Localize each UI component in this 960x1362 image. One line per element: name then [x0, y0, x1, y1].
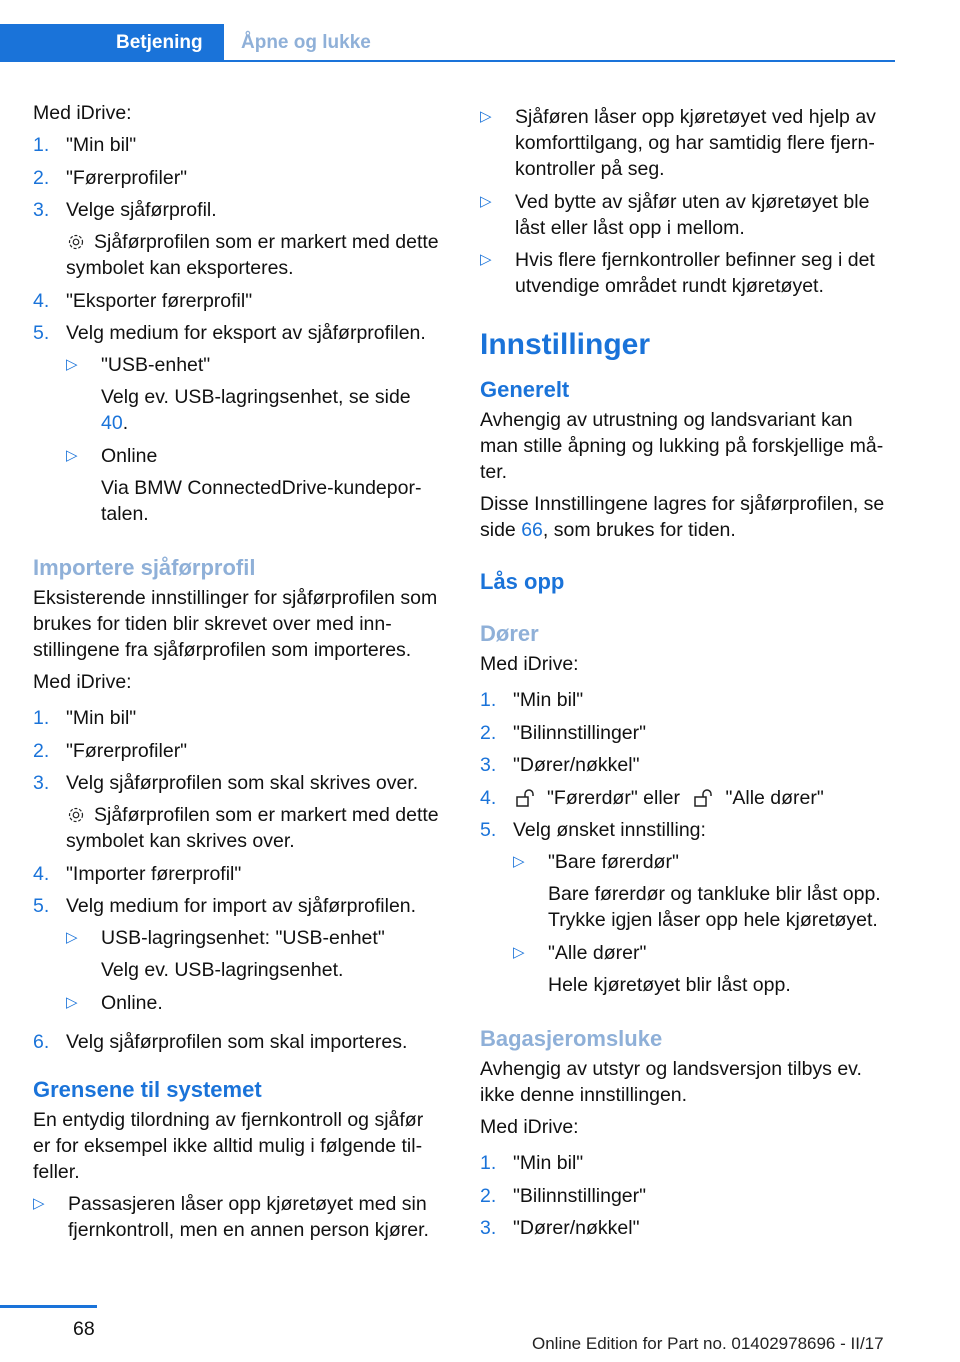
intro-text: Med iDrive:	[480, 1116, 579, 1138]
list-item: 1. "Min bil"	[33, 707, 137, 729]
triangle-icon: ▷	[66, 446, 78, 464]
general-heading: Generelt	[480, 377, 570, 402]
step-note: Sjåførprofilen som er markert med dette symbolet kan skrives over.	[66, 804, 439, 852]
unlock-heading: Lås opp	[480, 569, 565, 594]
page-link[interactable]: 66	[521, 519, 543, 541]
trunk-heading: Bagasjeromsluke	[480, 1026, 663, 1051]
intro-text: Med iDrive:	[33, 671, 132, 693]
list-item: 2. "Førerprofiler"	[33, 166, 188, 189]
tab-apne-og-lukke[interactable]: Åpne og lukke	[241, 32, 371, 53]
triangle-icon: ▷	[513, 943, 525, 961]
triangle-icon: ▷	[513, 853, 525, 870]
list-item: 5. Velg medium for eksport av sjåførprofilen. ▷ "USB-enhet" Velg ev. USB-lagringsenhet, se side 40. ▷ Online Via BMW ConnectedDrive-kundepor‐talen.	[33, 320, 443, 533]
intro-text: Med iDrive:	[33, 102, 132, 124]
list-item: 3. "Dører/nøkkel"	[480, 754, 640, 776]
list-item: 1. "Min bil"	[480, 1152, 584, 1174]
sub-item: ▷ USB-lagringsenhet: "USB-enhet" Velg ev. USB-lagringsenhet.	[66, 927, 385, 981]
sub-item: ▷ "Alle dører" Hele kjøretøyet blir låst opp.	[513, 941, 791, 996]
settings-heading: Innstillinger	[480, 328, 651, 361]
step-note: Sjåførprofilen som er markert med dette symbolet kan eksporteres.	[66, 231, 439, 279]
saved-text: Disse Innstillingene lagres for sjåførprofilen, se side 66, som brukes for tiden.	[480, 493, 885, 541]
unlock-icon	[693, 789, 715, 807]
page-number: 68	[73, 1318, 95, 1340]
bullet-item: ▷ Sjåføren låser opp kjøretøyet ved hjelp av komforttilgang, og har samtidig flere fjern‐kontroller på seg.	[480, 106, 876, 180]
sub-item: ▷ Online.	[66, 991, 163, 1014]
tab-bar	[0, 24, 895, 62]
list-item: 2. "Bilinnstillinger"	[480, 721, 647, 744]
triangle-icon: ▷	[66, 929, 78, 946]
import-heading: Importere sjåførprofil	[33, 555, 256, 580]
gear-icon	[66, 805, 86, 825]
triangle-icon: ▷	[480, 192, 492, 210]
footer-line	[0, 1305, 97, 1308]
sub-item: ▷ "Bare førerdør" Bare førerdør og tankluke blir låst opp. Trykke igjen låser opp hele kjøretøyet.	[513, 851, 881, 931]
bullet-item: ▷ Ved bytte av sjåfør uten av kjøretøyet ble låst eller låst opp i mellom.	[480, 190, 870, 239]
trunk-text: Avhengig av utstyr og landsversjon tilbys ev. ikke denne innstillingen.	[480, 1058, 862, 1106]
triangle-icon: ▷	[480, 251, 492, 268]
unlock-icon	[515, 789, 537, 807]
triangle-icon: ▷	[33, 1194, 45, 1212]
triangle-icon: ▷	[480, 108, 492, 125]
list-item: 3. Velg sjåførprofilen som skal skrives over. Sjåførprofilen som er markert med dette symbolet kan skrives over.	[33, 772, 439, 852]
list-item: 4. "Eksporter førerprofil"	[33, 289, 253, 312]
list-item: 3. "Dører/nøkkel"	[480, 1217, 640, 1239]
triangle-icon: ▷	[66, 993, 78, 1011]
list-item: 4. "Førerdør" eller "Alle dører"	[480, 786, 824, 809]
tab-betjening[interactable]: Betjening	[0, 24, 224, 62]
trunk-steps	[480, 1150, 890, 1241]
limits-heading: Grensene til systemet	[33, 1076, 262, 1102]
general-text: Avhengig av utrustning og landsvariant kan man stille åpning og lukking på forskjellige må‐ter.	[480, 409, 884, 483]
limits-text: En entydig tilordning av fjernkontroll og sjåfør er for eksempel ikke alltid mulig i følgende til‐feller.	[33, 1108, 424, 1183]
list-item: 4. "Importer førerprofil"	[33, 862, 242, 885]
import-steps	[33, 705, 443, 1055]
bullet-item: ▷ Hvis flere fjernkontroller befinner seg i det utvendige området rundt kjøretøyet.	[480, 249, 875, 297]
list-item: 5. Velg ønsket innstilling: ▷ "Bare førerdør" Bare førerdør og tankluke blir låst opp. Trykke igjen låser opp hele kjøretøyet. ▷ "Alle dører" Hele kjøretøyet blir låst opp.	[480, 817, 890, 1004]
list-item: 2. "Førerprofiler"	[33, 739, 188, 762]
left-column	[33, 100, 443, 1249]
right-column	[480, 100, 890, 1248]
list-item: 3. Velge sjåførprofil. Sjåførprofilen som er markert med dette symbolet kan eksporteres.	[33, 199, 439, 279]
gear-icon	[66, 232, 86, 252]
list-item: 6. Velg sjåførprofilen som skal importeres.	[33, 1030, 408, 1053]
edition-text: Online Edition for Part no. 01402978696 - II/17	[532, 1334, 884, 1353]
list-item: 1. "Min bil"	[33, 134, 137, 156]
page-link[interactable]: 40	[101, 412, 123, 434]
list-item: 1. "Min bil"	[480, 689, 584, 711]
triangle-icon: ▷	[66, 356, 78, 373]
sub-item: ▷ "USB-enhet" Velg ev. USB-lagringsenhet, se side 40.	[66, 354, 411, 434]
sub-item: ▷ Online Via BMW ConnectedDrive-kundepor‐talen.	[66, 444, 422, 525]
bullet-item: ▷ Passasjeren låser opp kjøretøyet med sin fjernkontroll, men en annen person kjører.	[33, 1192, 429, 1241]
import-text: Eksisterende innstillinger for sjåførprofilen som brukes for tiden blir skrevet over med inn‐stillingene fra sjåførprofilen som importeres.	[33, 587, 438, 661]
doors-steps	[480, 687, 890, 1004]
export-steps	[33, 132, 443, 533]
list-item: 2. "Bilinnstillinger"	[480, 1184, 647, 1207]
list-item: 5. Velg medium for import av sjåførprofilen. ▷ USB-lagringsenhet: "USB-enhet" Velg ev. USB-lagringsenhet. ▷ Online.	[33, 893, 443, 1022]
intro-text: Med iDrive:	[480, 653, 579, 675]
doors-heading: Dører	[480, 621, 539, 646]
